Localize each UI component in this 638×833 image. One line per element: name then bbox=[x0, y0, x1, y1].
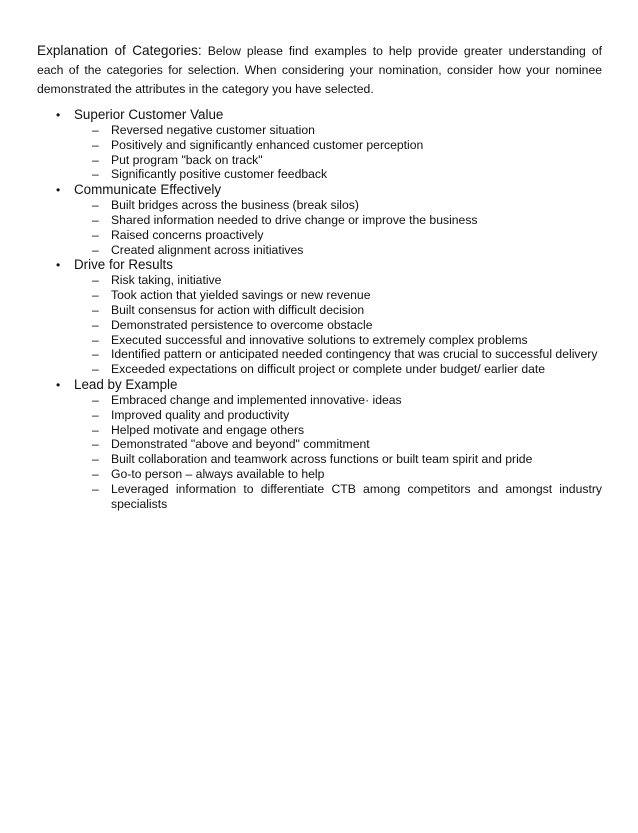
bullet-icon: • bbox=[56, 183, 61, 198]
category-heading bbox=[37, 107, 602, 123]
list-item-text: Significantly positive customer feedback bbox=[111, 167, 328, 182]
dash-icon: – bbox=[92, 242, 99, 257]
list-item-text: Go-to person – always available to help bbox=[111, 466, 325, 481]
list-item bbox=[37, 423, 602, 438]
dash-icon: – bbox=[92, 332, 99, 347]
dash-icon: – bbox=[92, 198, 99, 213]
category-list bbox=[37, 107, 602, 511]
dash-icon: – bbox=[92, 407, 99, 422]
list-item-text: Embraced change and implemented innovative· ideas bbox=[111, 392, 402, 407]
list-item-text: Built collaboration and teamwork across functions or built team spirit and pride bbox=[111, 452, 533, 467]
list-item bbox=[37, 167, 602, 182]
intro-paragraph bbox=[37, 41, 602, 99]
list-item-text: Built bridges across the business (break silos) bbox=[111, 198, 359, 213]
dash-icon: – bbox=[92, 227, 99, 242]
bullet-icon: • bbox=[56, 108, 61, 122]
list-item-text: Demonstrated "above and beyond" commitment bbox=[111, 437, 370, 452]
dash-icon: – bbox=[92, 466, 99, 481]
list-item bbox=[37, 138, 602, 153]
category-title: Lead by Example bbox=[74, 376, 178, 392]
list-item bbox=[37, 288, 602, 303]
list-item bbox=[37, 333, 602, 348]
list-item-text: Helped motivate and engage others bbox=[111, 422, 305, 437]
dash-icon: – bbox=[92, 273, 99, 288]
category-lead-by-example bbox=[37, 377, 602, 511]
list-item bbox=[37, 408, 602, 423]
dash-icon: – bbox=[92, 212, 99, 227]
list-item-text: Put program "back on track" bbox=[111, 152, 263, 167]
example-list bbox=[37, 198, 602, 257]
example-list bbox=[37, 273, 602, 377]
bullet-icon: • bbox=[56, 258, 61, 273]
category-communicate-effectively bbox=[37, 182, 602, 257]
list-item bbox=[37, 362, 602, 377]
list-item bbox=[37, 452, 602, 467]
list-item-text: Positively and significantly enhanced customer perception bbox=[111, 137, 424, 152]
list-item bbox=[37, 228, 602, 243]
list-item bbox=[37, 303, 602, 318]
list-item-text: Identified pattern or anticipated needed contingency that was crucial to successful delivery bbox=[111, 347, 598, 362]
list-item bbox=[37, 243, 602, 258]
list-item bbox=[37, 213, 602, 228]
list-item-text: Exceeded expectations on difficult project or complete under budget/ earlier date bbox=[111, 362, 546, 377]
list-item-text: Built consensus for action with difficult decision bbox=[111, 302, 365, 317]
list-item bbox=[37, 198, 602, 213]
category-heading bbox=[37, 257, 602, 273]
dash-icon: – bbox=[92, 152, 99, 167]
list-item bbox=[37, 437, 602, 452]
dash-icon: – bbox=[92, 452, 99, 467]
list-item-text: Took action that yielded savings or new revenue bbox=[111, 288, 371, 303]
dash-icon: – bbox=[92, 137, 99, 152]
dash-icon: – bbox=[92, 481, 99, 496]
category-title: Drive for Results bbox=[74, 257, 173, 273]
list-item bbox=[37, 482, 602, 512]
dash-icon: – bbox=[92, 347, 99, 362]
list-item-text: Risk taking, initiative bbox=[111, 273, 222, 288]
dash-icon: – bbox=[92, 437, 99, 452]
list-item-text: Improved quality and productivity bbox=[111, 407, 290, 422]
dash-icon: – bbox=[92, 123, 99, 137]
list-item bbox=[37, 467, 602, 482]
list-item bbox=[37, 273, 602, 288]
list-item bbox=[37, 318, 602, 333]
dash-icon: – bbox=[92, 422, 99, 437]
category-heading bbox=[37, 377, 602, 393]
category-drive-for-results bbox=[37, 257, 602, 377]
list-item-text: Reversed negative customer situation bbox=[111, 123, 315, 137]
list-item-text: Executed successful and innovative solutions to extremely complex problems bbox=[111, 332, 528, 347]
dash-icon: – bbox=[92, 317, 99, 332]
example-list bbox=[37, 393, 602, 511]
dash-icon: – bbox=[92, 288, 99, 303]
intro-lead: Explanation of Categories: bbox=[37, 43, 202, 58]
list-item bbox=[37, 123, 602, 138]
list-item bbox=[37, 393, 602, 408]
example-list bbox=[37, 123, 602, 182]
list-item bbox=[37, 153, 602, 168]
list-item-text: Raised concerns proactively bbox=[111, 227, 264, 242]
list-item-text: Created alignment across initiatives bbox=[111, 242, 304, 257]
list-item-text: Leveraged information to differentiate CTB among competitors and amongst industry specialists bbox=[111, 481, 602, 511]
category-superior-customer-value bbox=[37, 107, 602, 182]
dash-icon: – bbox=[92, 167, 99, 182]
list-item-text: Demonstrated persistence to overcome obstacle bbox=[111, 317, 373, 332]
dash-icon: – bbox=[92, 302, 99, 317]
dash-icon: – bbox=[92, 362, 99, 377]
bullet-icon: • bbox=[56, 377, 61, 392]
list-item-text: Shared information needed to drive change or improve the business bbox=[111, 212, 478, 227]
category-title: Superior Customer Value bbox=[74, 107, 224, 122]
list-item bbox=[37, 347, 602, 362]
category-heading bbox=[37, 182, 602, 198]
dash-icon: – bbox=[92, 392, 99, 407]
intro-text: Below please find examples to help provide greater understanding of each of the categories for selection. When considering your nomination, consider how your nominee demonstrated the attributes in the category you have selected. bbox=[37, 44, 602, 96]
category-title: Communicate Effectively bbox=[74, 182, 222, 198]
